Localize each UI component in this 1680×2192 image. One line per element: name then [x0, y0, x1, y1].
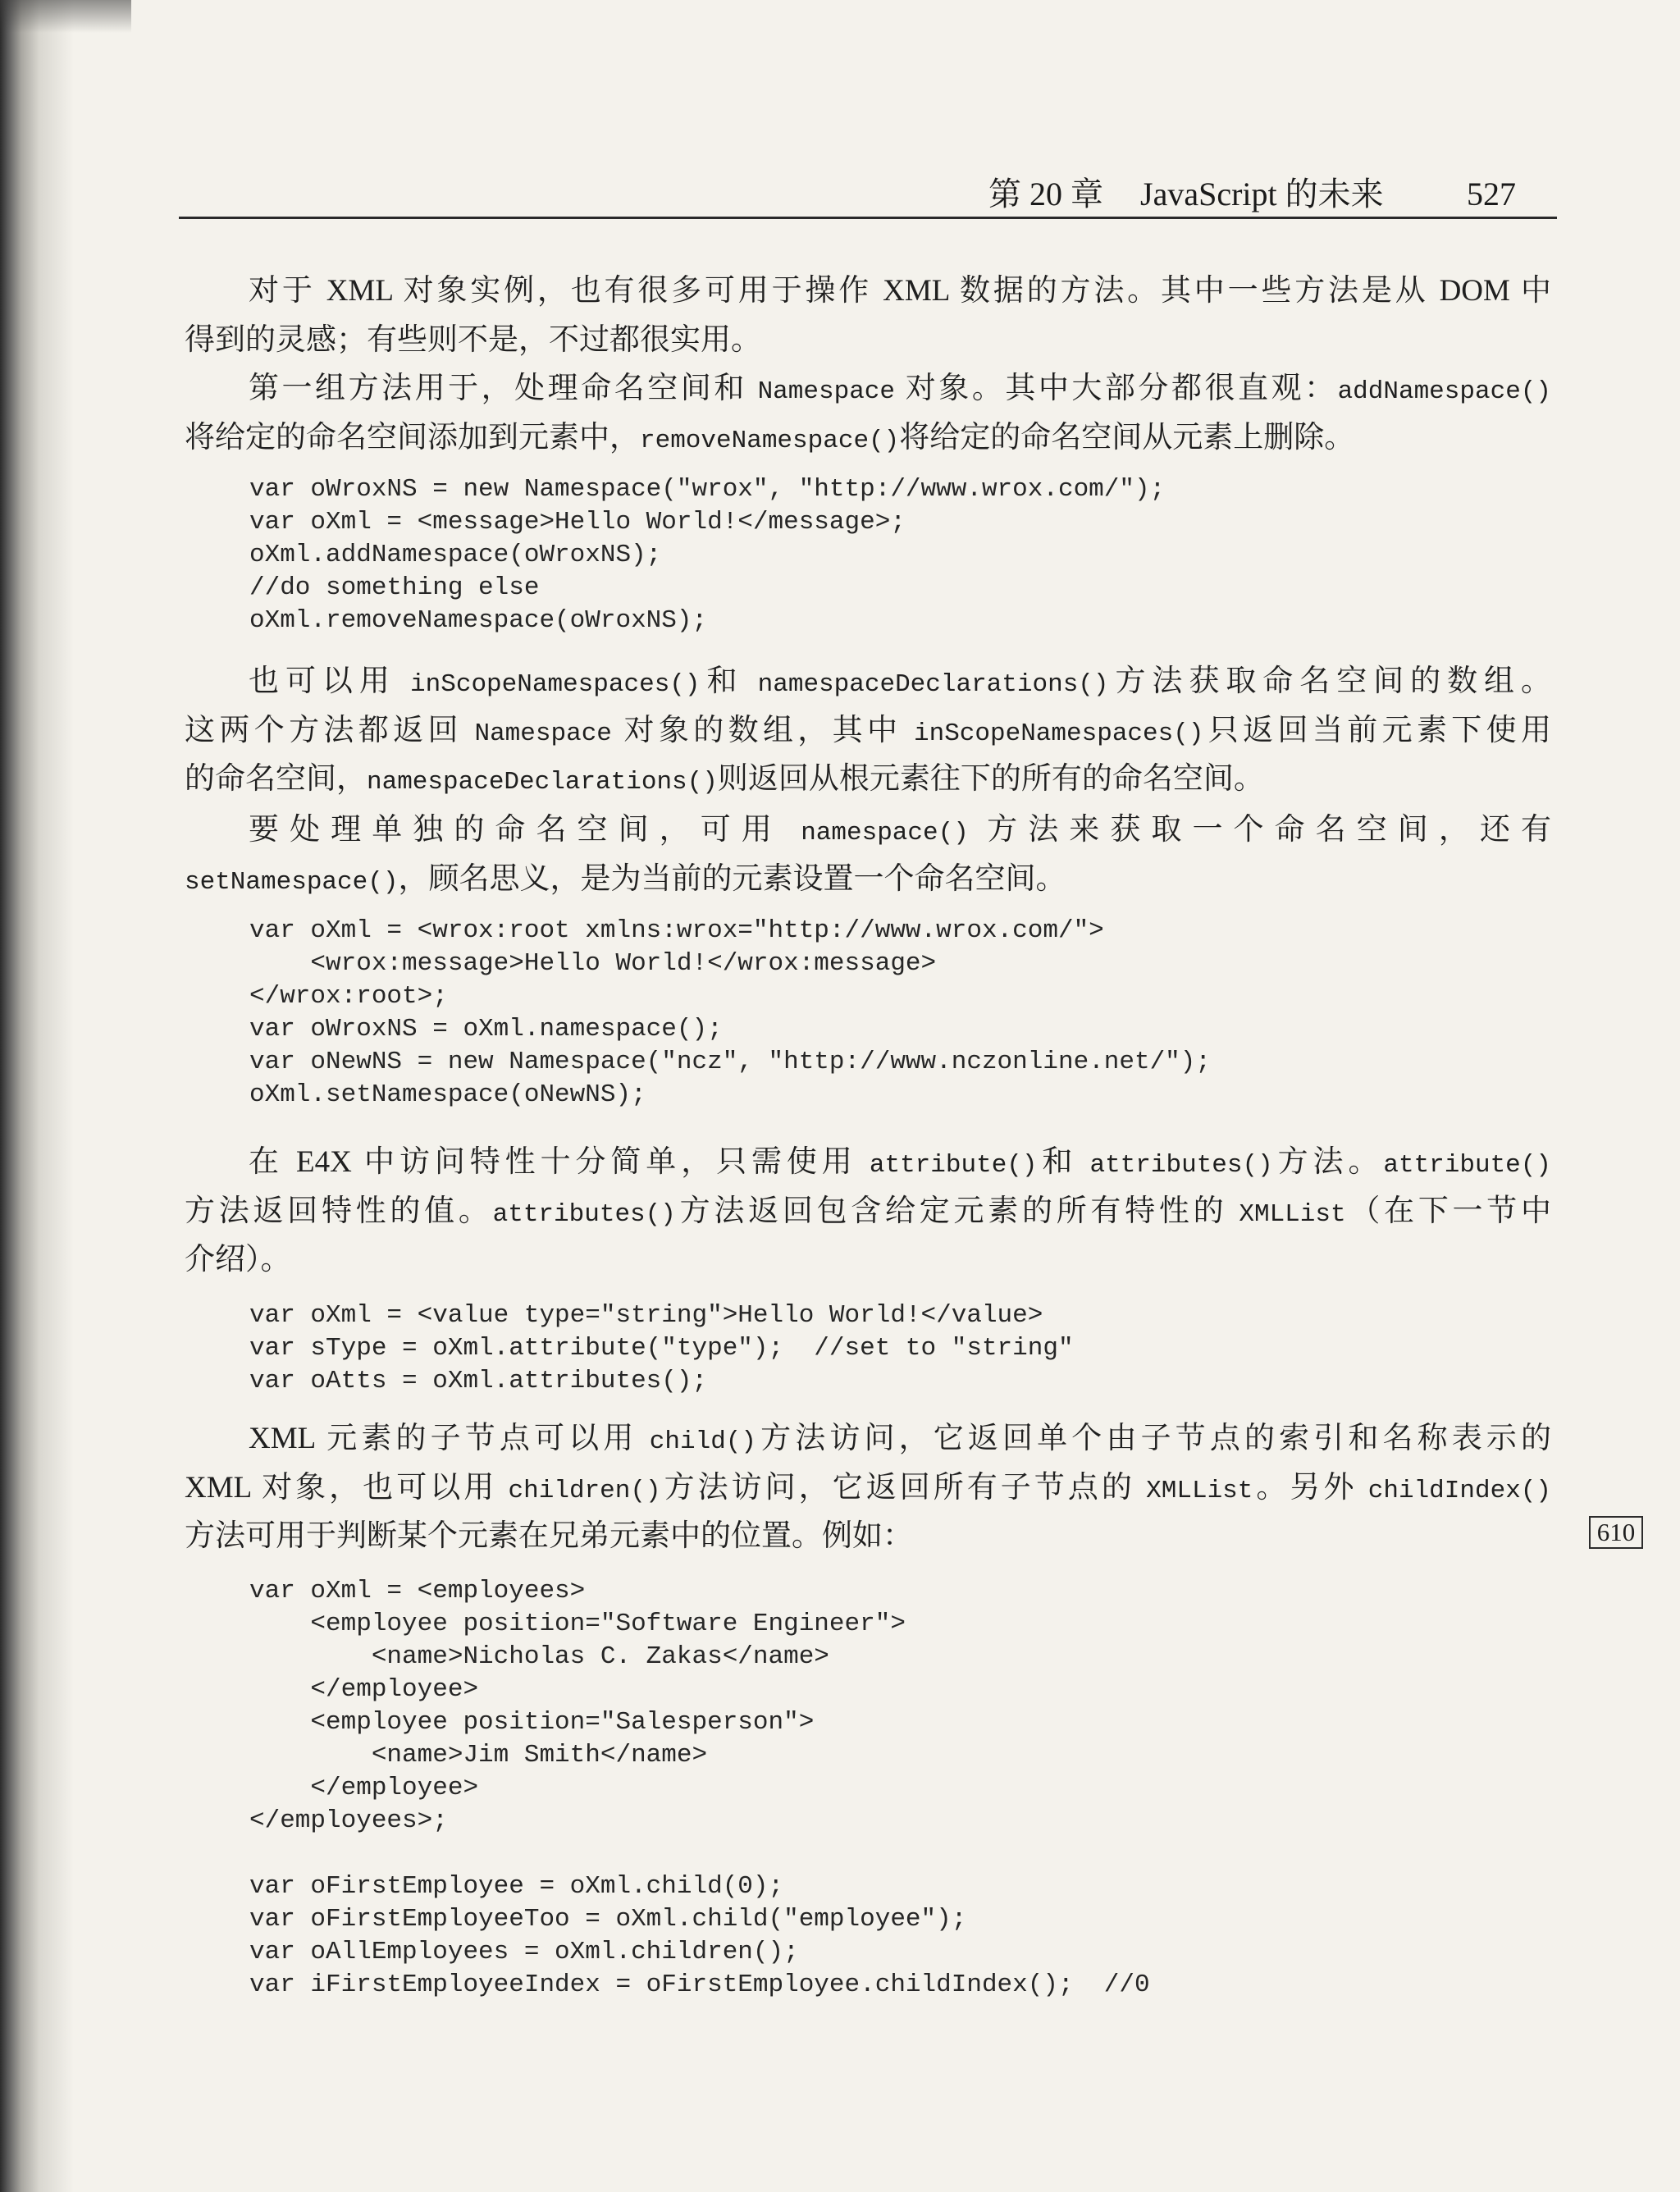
text-run: 方法访问，它返回单个由子节点的索引和名称表示的: [756, 1422, 1551, 1455]
code-line: </employee>: [249, 1774, 479, 1802]
text-run: 这两个方法都返回: [185, 713, 475, 747]
text-line: [185, 855, 1551, 904]
chapter-title: JavaScript 的未来: [1140, 176, 1384, 212]
inline-code: inScopeNamespaces(): [410, 670, 701, 699]
code-line: var oAllEmployees = oXml.children();: [249, 1938, 799, 1966]
text-line: [185, 413, 1551, 463]
text-run: 介绍）。: [185, 1243, 291, 1276]
inline-code: children(): [508, 1476, 661, 1505]
code-line: var oNewNS = new Namespace("ncz", "http://www.nczonline.net/");: [249, 1048, 1211, 1076]
code-line: var oXml = <value type="string">Hello World!</value>: [249, 1301, 1043, 1330]
inline-code: inScopeNamespaces(): [913, 719, 1204, 748]
text-line: [185, 1414, 1551, 1464]
text-run: 将给定的命名空间添加到元素中，: [185, 420, 640, 454]
text-run: 也可以用: [249, 664, 411, 698]
paragraph: [185, 1414, 1551, 1561]
text-line: [185, 316, 1551, 365]
text-line: [185, 1464, 1551, 1513]
text-run: 只返回当前元素下使用: [1203, 713, 1552, 747]
inline-code: Namespace: [474, 719, 612, 748]
code-block: [249, 1299, 1074, 1398]
inline-code: XMLList: [1239, 1199, 1346, 1229]
code-line: var oXml = <employees>: [249, 1577, 586, 1605]
code-line: var oWroxNS = new Namespace("wrox", "http://www.wrox.com/");: [249, 475, 1166, 504]
text-run: 方法。: [1272, 1145, 1384, 1179]
text-line: [185, 1138, 1551, 1187]
binding-shadow: [0, 0, 74, 2192]
text-line: [185, 267, 1551, 316]
inline-code: namespaceDeclarations(): [367, 768, 718, 797]
text-run: 方法返回特性的值。: [185, 1194, 493, 1228]
text-run: 对于 XML 对象实例，也有很多可用于操作 XML 数据的方法。其中一些方法是从 DOM 中: [249, 274, 1551, 308]
paragraph: [185, 267, 1551, 364]
page-number: 527: [1467, 176, 1516, 212]
code-line: var oWroxNS = oXml.namespace();: [249, 1015, 723, 1043]
text-run: 的命名空间，: [185, 762, 367, 796]
text-line: [185, 1235, 1551, 1285]
paragraph: [185, 1138, 1551, 1285]
code-line: <wrox:message>Hello World!</wrox:message>: [249, 949, 937, 978]
paragraph: [185, 657, 1551, 804]
inline-code: addNamespace(): [1337, 377, 1552, 406]
code-line: <employee position="Salesperson">: [249, 1708, 815, 1737]
code-line: var iFirstEmployeeIndex = oFirstEmployee.childIndex(); //0: [249, 1971, 1150, 1999]
margin-page-reference: 610: [1589, 1516, 1643, 1549]
inline-code: XMLList: [1146, 1476, 1253, 1505]
text-run: 和: [700, 664, 758, 698]
text-run: 在 E4X 中访问特性十分简单，只需使用: [249, 1145, 870, 1179]
code-line: [249, 1838, 1150, 1870]
inline-code: namespace(): [801, 819, 969, 847]
code-line: var oFirstEmployeeToo = oXml.child("employee");: [249, 1905, 967, 1934]
code-line: var oFirstEmployee = oXml.child(0);: [249, 1872, 784, 1901]
text-line: [185, 706, 1551, 756]
text-run: 则返回从根元素往下的所有的命名空间。: [717, 762, 1264, 796]
paragraph: [185, 806, 1551, 903]
text-run: 对象。其中大部分都很直观：: [895, 372, 1338, 405]
inline-code: setNamespace(): [185, 867, 399, 897]
text-run: 第一组方法用于，处理命名空间和: [249, 372, 758, 405]
code-line: <employee position="Software Engineer">: [249, 1610, 906, 1638]
code-line: var oAtts = oXml.attributes();: [249, 1367, 708, 1395]
code-line: </employee>: [249, 1675, 479, 1704]
code-line: </employees>;: [249, 1806, 448, 1835]
text-run: 和: [1037, 1145, 1090, 1179]
code-block: [249, 915, 1211, 1112]
scan-corner-shade: [0, 0, 131, 33]
inline-code: removeNamespace(): [640, 426, 900, 455]
text-line: [185, 364, 1551, 413]
text-line: [185, 1187, 1551, 1236]
text-line: [185, 806, 1551, 855]
inline-code: namespaceDeclarations(): [757, 670, 1109, 699]
text-line: [185, 755, 1551, 804]
code-line: oXml.addNamespace(oWroxNS);: [249, 541, 662, 569]
code-line: </wrox:root>;: [249, 982, 448, 1011]
code-line: var sType = oXml.attribute("type"); //set to "string": [249, 1334, 1074, 1363]
inline-code: attributes(): [1089, 1151, 1273, 1180]
inline-code: attribute(): [1383, 1151, 1551, 1180]
code-block: [249, 1575, 1150, 2002]
paragraph: [185, 364, 1551, 462]
text-run: 要处理单独的命名空间，可用: [249, 813, 801, 847]
header-rule: [179, 217, 1557, 219]
text-run: 方法来获取一个命名空间，还有: [968, 813, 1552, 847]
text-run: 方法访问，它返回所有子节点的: [660, 1470, 1147, 1505]
text-run: XML 元素的子节点可以用: [249, 1422, 650, 1455]
inline-code: childIndex(): [1367, 1476, 1552, 1505]
text-line: [185, 1512, 1551, 1561]
inline-code: attributes(): [492, 1199, 676, 1229]
code-line: oXml.setNamespace(oNewNS);: [249, 1080, 646, 1109]
text-run: 方法返回包含给定元素的所有特性的: [675, 1194, 1239, 1228]
text-run: 得到的灵感；有些则不是，不过都很实用。: [185, 322, 761, 357]
inline-code: child(): [649, 1427, 757, 1456]
inline-code: Namespace: [757, 377, 896, 406]
code-line: //do something else: [249, 573, 540, 602]
code-line: <name>Jim Smith</name>: [249, 1741, 708, 1770]
code-line: <name>Nicholas C. Zakas</name>: [249, 1642, 829, 1671]
inline-code: attribute(): [869, 1151, 1038, 1180]
code-line: var oXml = <message>Hello World!</message>;: [249, 508, 906, 537]
code-line: oXml.removeNamespace(oWroxNS);: [249, 606, 708, 635]
text-run: ，顾名思义，是为当前的元素设置一个命名空间。: [398, 861, 1066, 896]
text-run: XML 对象，也可以用: [185, 1470, 509, 1505]
text-run: 方法获取命名空间的数组。: [1108, 664, 1552, 698]
text-run: 方法可用于判断某个元素在兄弟元素中的位置。例如：: [185, 1519, 913, 1553]
code-line: var oXml = <wrox:root xmlns:wrox="http://www.wrox.com/">: [249, 916, 1104, 945]
chapter-label: 第 20 章: [988, 176, 1103, 212]
text-run: （在下一节中: [1345, 1194, 1552, 1228]
text-run: 。另外: [1253, 1470, 1368, 1505]
text-line: [185, 657, 1551, 706]
text-run: 对象的数组，其中: [611, 713, 914, 747]
text-run: 将给定的命名空间从元素上删除。: [899, 420, 1355, 454]
code-block: [249, 473, 1165, 637]
